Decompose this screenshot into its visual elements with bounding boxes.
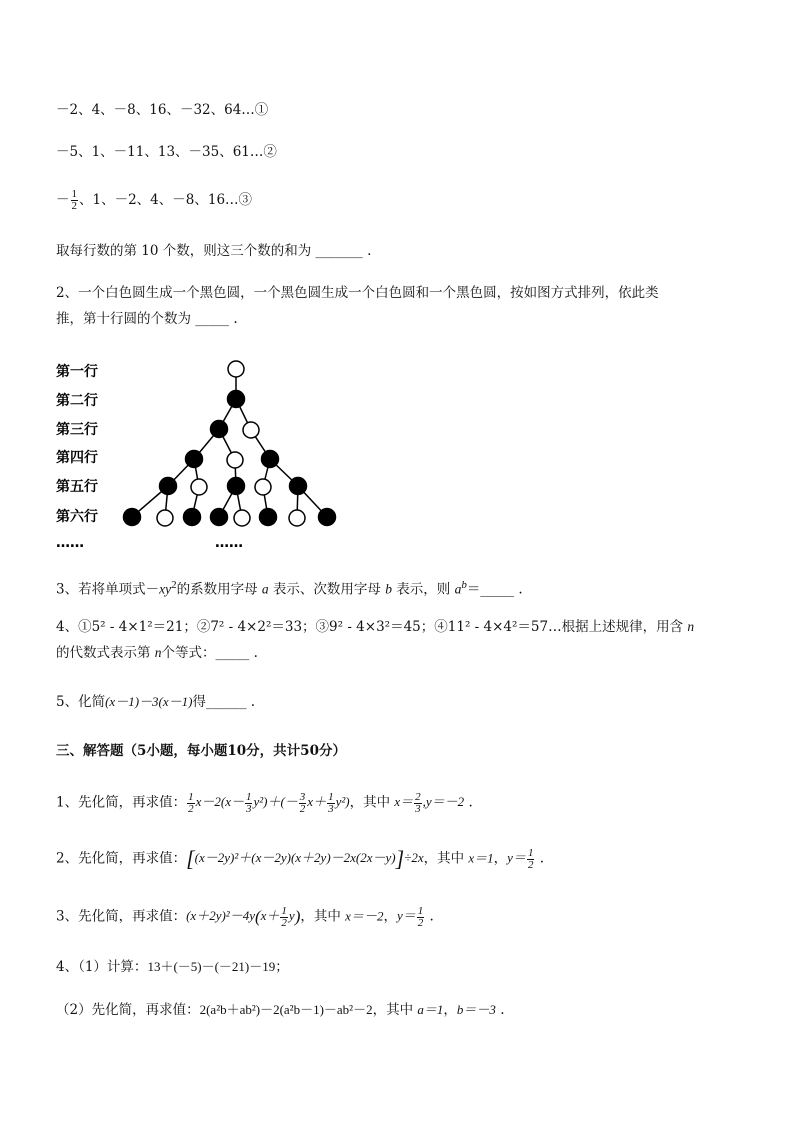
q2-line2: 推，第十行圆的个数为 _____ . xyxy=(56,311,238,327)
q4-line1: 4、①5² - 4×1²＝21；②7² - 4×2²＝33；③9² - 4×3²＝45；④11² - 4×4²＝57…根据上述规律，用含 n xyxy=(56,619,695,635)
sequence-1: －2、4、－8、16、－32、64…① xyxy=(56,102,269,118)
section-3-heading: 三、解答题（5小题，每小题10分，共计50分） xyxy=(56,743,346,759)
answer-4-part-2: （2）先化简，再求值：2(a²b＋ab²)－2(a²b－1)－ab²－2，其中 a＝1，b＝－3 . xyxy=(56,1002,505,1018)
seq3-minus: － xyxy=(56,192,70,208)
sequence-3 xyxy=(56,189,252,212)
row-label-4: 第四行 xyxy=(56,450,98,466)
row-label-3: 第三行 xyxy=(56,422,98,438)
row-label-5: 第五行 xyxy=(56,479,98,495)
q3: 3、若将单项式$-xy^2$的系数用字母 a 表示、次数用字母 b 表示，则 $a^b=\_\_\_\_\_$ . xyxy=(56,579,523,598)
tree-continuation: …… xyxy=(215,535,243,551)
row-label-6: 第六行 xyxy=(56,509,98,525)
answer-3: 3、先化简，再求值：(x＋2y)²－4y(x＋ $\frac{1}{2}$ y)，其中 x＝－2，y＝ $\frac{1}{2}$ . xyxy=(56,905,434,929)
sequence-question: 取每行数的第 10 个数，则这三个数的和为 _______ . xyxy=(56,243,372,259)
answer-1-expression: $\frac{1}{2}$ x－2(x－ $\frac{1}{3}$ y²)＋(－ $\frac{3}{2}$ x＋ $\frac{1}{3}$ y²) xyxy=(188,791,350,815)
seq3-fraction: $\frac{1}{2}$ xyxy=(71,188,77,212)
answer-3-expression: (x＋2y)²－4y(x＋ $\frac{1}{2}$ y) xyxy=(186,905,301,929)
answer-2: 2、先化简，再求值：[(x－2y)²＋(x－2y)(x＋2y)－2x(2x－y)]÷2x，其中 x＝1，y＝ $\frac{1}{2}$ . xyxy=(56,846,545,872)
answer-4-part-1: 4、（1）计算：13＋(－5)－(－21)－19； xyxy=(56,959,289,975)
row-label-2: 第二行 xyxy=(56,393,98,409)
seq3-rest: 、1、－2、4、－8、16…③ xyxy=(79,192,253,208)
answer-1: 1、先化简，再求值： $\frac{1}{2}$ x－2(x－ $\frac{1}{3}$ y²)＋(－ $\frac{3}{2}$ x＋ $\frac{1}{3}$ y²)，其中 x＝ $\frac{2}{3}$ ,y＝－2 . xyxy=(56,791,473,815)
q4-line2: 的代数式表示第 n个等式：_____ . xyxy=(56,645,258,661)
answer-2-expression: [(x－2y)²＋(x－2y)(x＋2y)－2x(2x－y)]÷2x xyxy=(186,846,424,872)
row-label-continuation: …… xyxy=(56,535,84,551)
circle-tree-figure xyxy=(50,352,350,552)
q5: 5、化简(x－1)－3(x－1)得______ . xyxy=(56,694,256,710)
sequence-2: －5、1、－11、13、－35、61…② xyxy=(56,144,277,160)
answer-1-values: x＝ $\frac{2}{3}$ ,y＝－2 xyxy=(394,791,465,815)
row-label-1: 第一行 xyxy=(56,364,98,380)
q2-line1: 2、一个白色圆生成一个黑色圆，一个黑色圆生成一个白色圆和一个黑色圆，按如图方式排列，依此类 xyxy=(56,285,659,301)
